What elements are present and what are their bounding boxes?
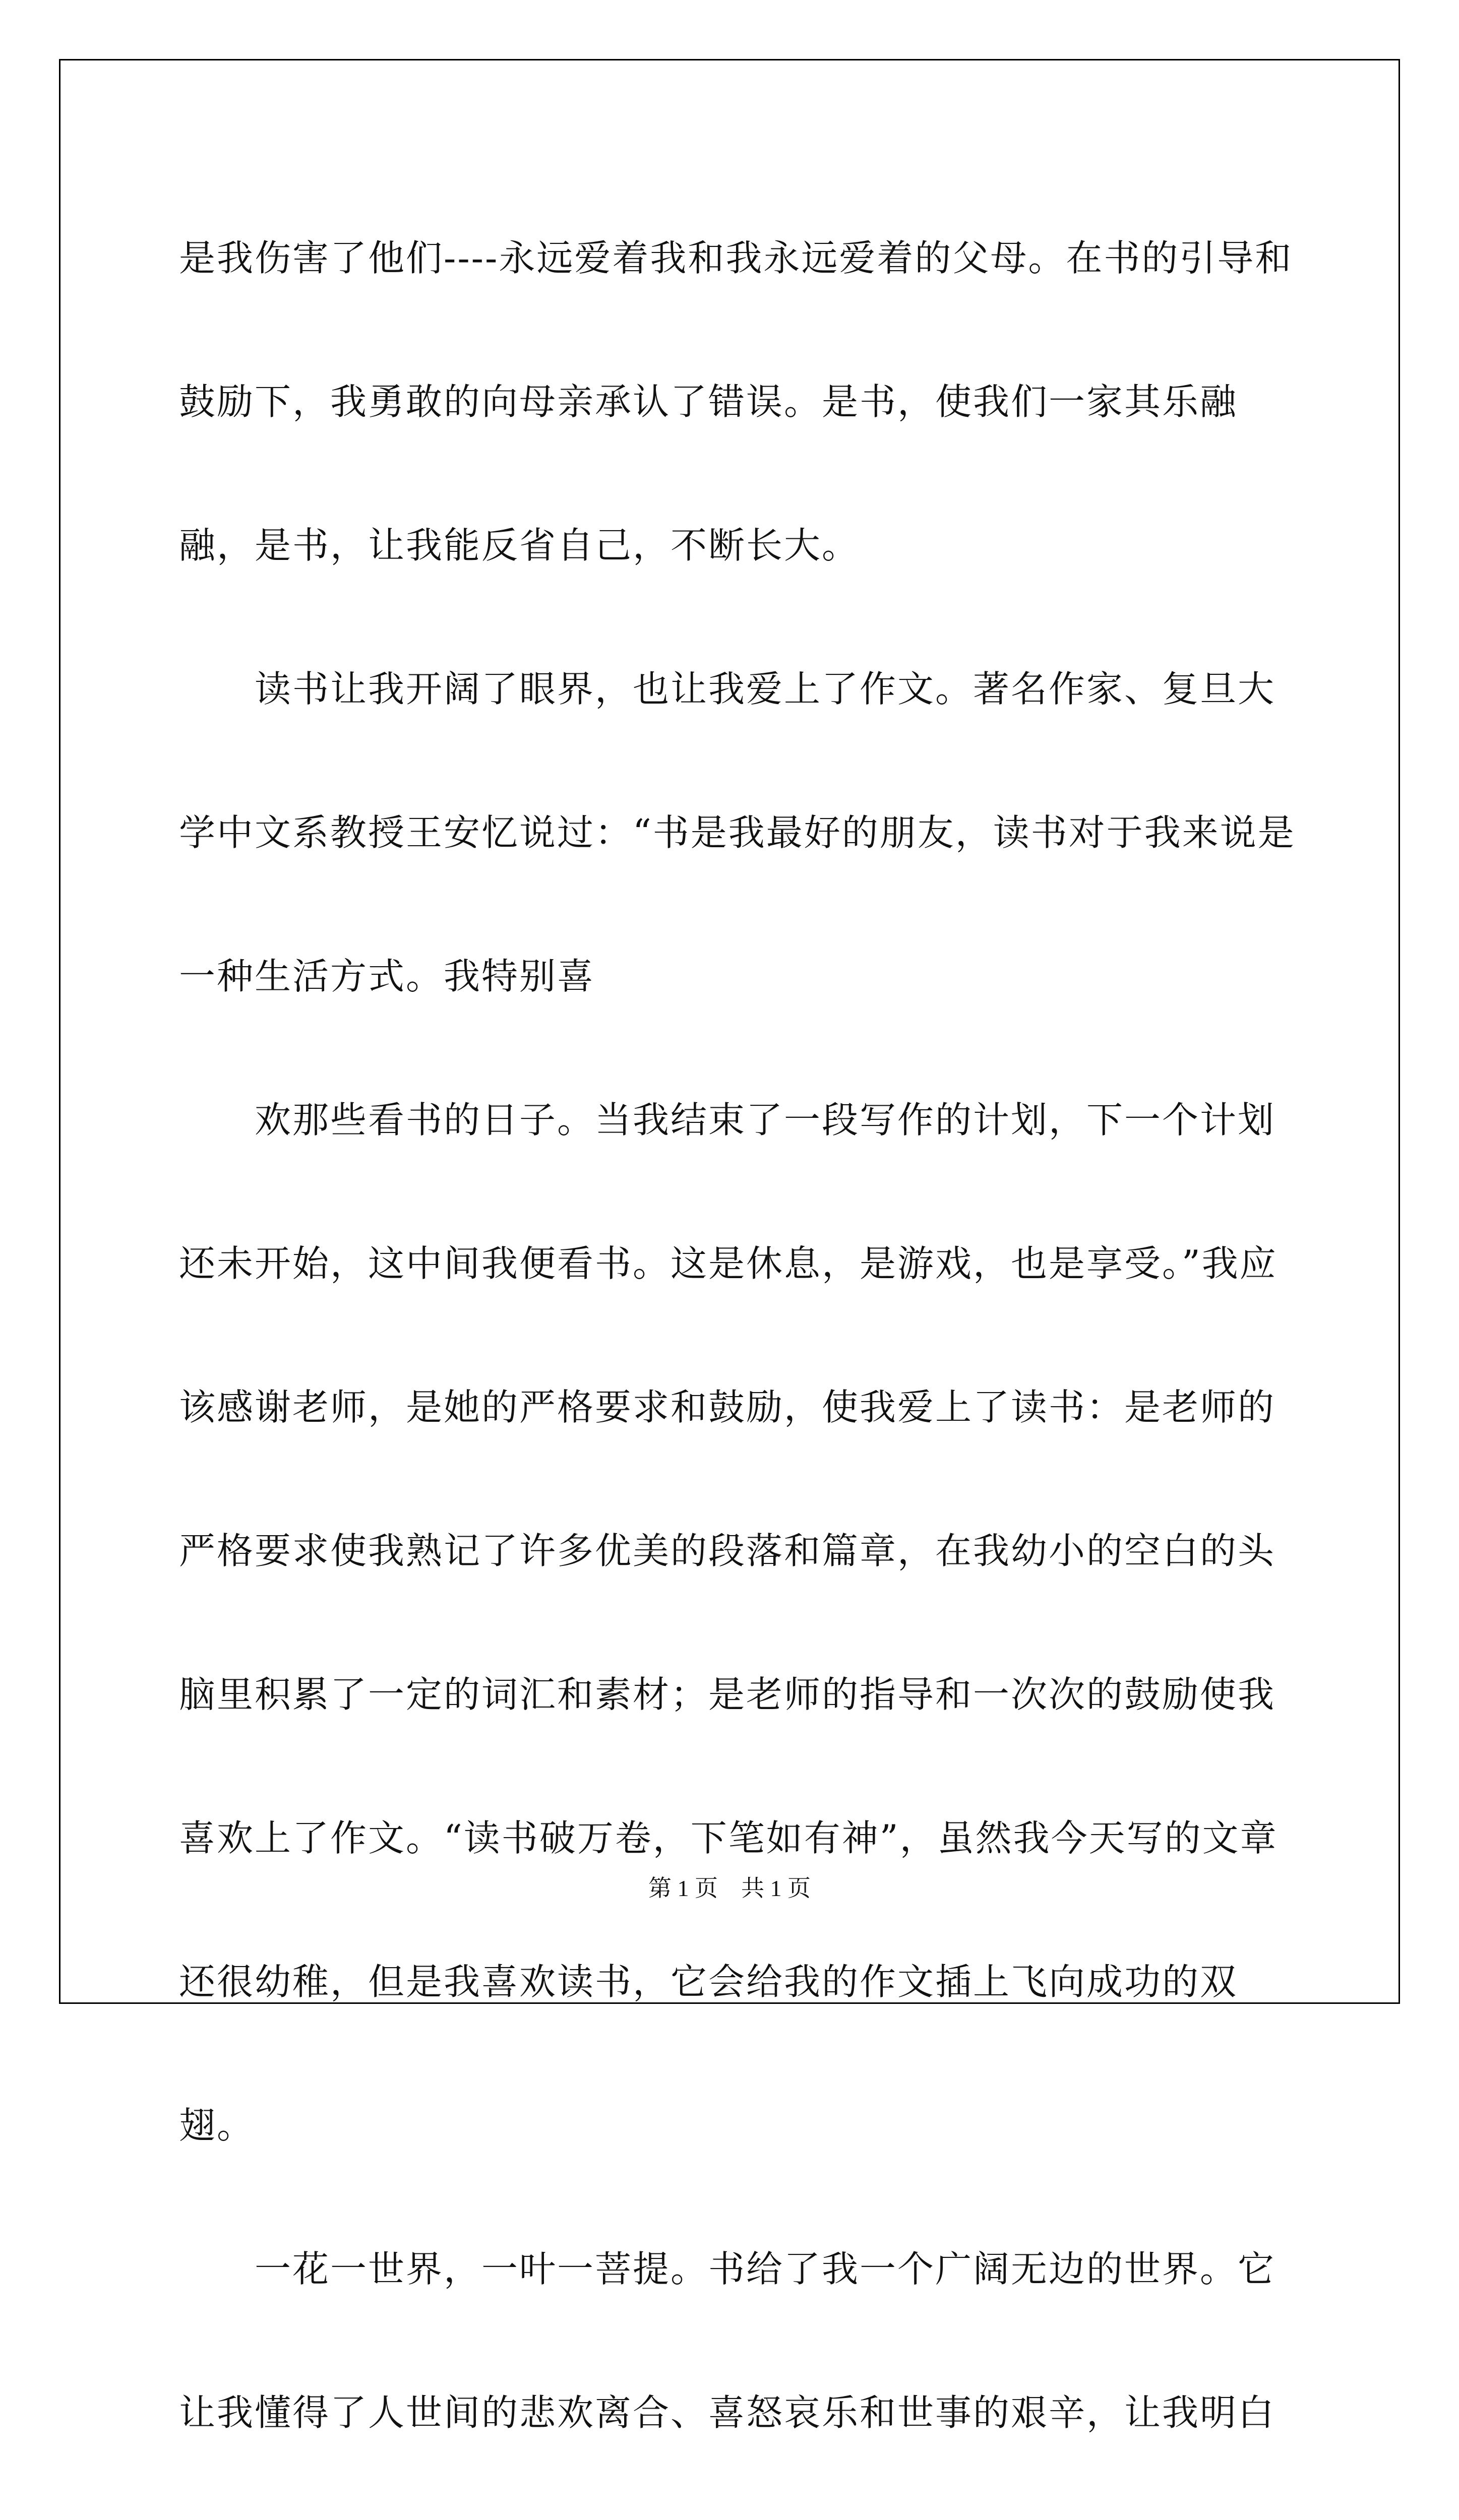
paragraph-2: 读书让我开阔了眼界，也让我爱上了作文。著名作家、复旦大学中文系教授王安忆说过：“书是我最好的朋友，读书对于我来说是一种生活方式。我特别喜 — [179, 668, 1296, 997]
page-footer: 第 1 页 共 1 页 — [648, 1875, 811, 1901]
document-body — [179, 186, 1308, 2520]
paragraph-3: 欢那些看书的日子。当我结束了一段写作的计划，下一个计划还未开始，这中间我便看书。这是休息，是游戏，也是享受。”我应该感谢老师，是她的严格要求和鼓励，使我爱上了读书：是老师的严格要求使我熟记了许多优美的段落和篇章，在我幼小的空白的头脑里积累了一定的词汇和素材；是老师的指导和一次次的鼓励使我喜欢上了作文。“读书破万卷，下笔如有神”，虽然我今天写的文章还很幼稚，但是我喜欢读书，它会给我的作文插上飞向成功的双翅。 — [179, 1099, 1278, 2147]
paragraph-4: 一花一世界，一叶一菩提。书给了我一个广阔无边的世界。它让我懂得了人世间的悲欢离合、喜怒哀乐和世事的艰辛，让我明白 — [179, 2248, 1276, 2434]
paragraph-1: 是我伤害了他们----永远爱着我和我永远爱着的父母。在书的引导和鼓励下，我勇敢的向母亲承认了错误。是书，使我们一家其乐融融，是书，让我能反省自己，不断长大。 — [179, 237, 1293, 566]
